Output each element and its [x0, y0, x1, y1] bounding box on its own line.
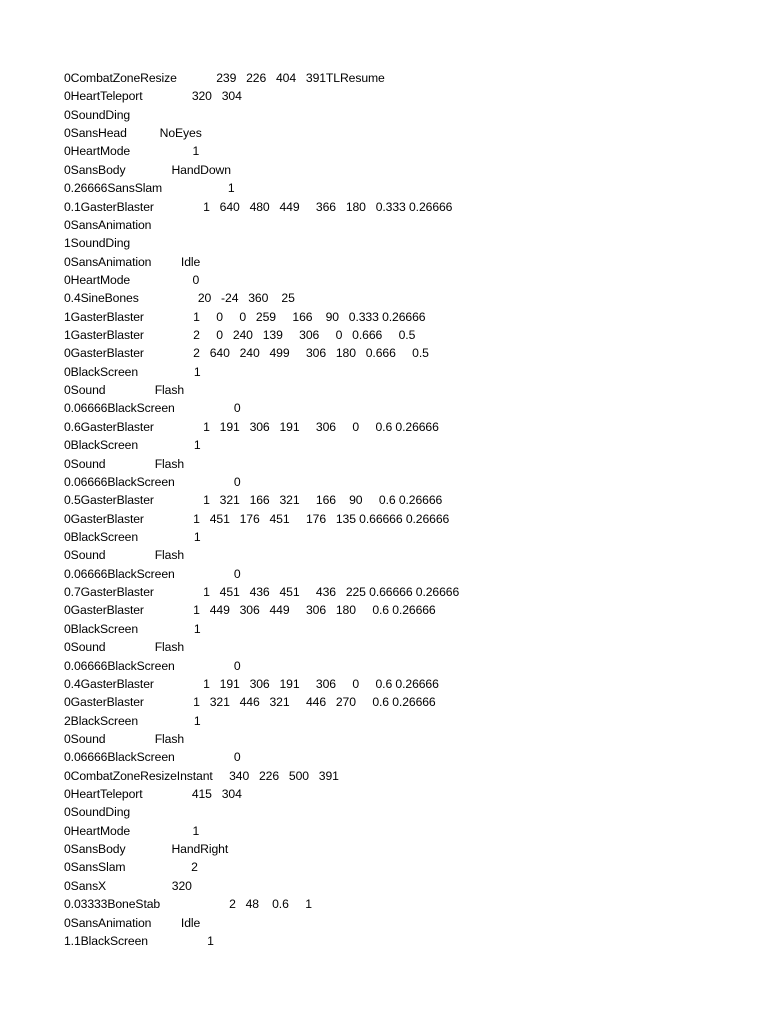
- text-line: 0SansBody HandDown: [64, 162, 231, 177]
- text-line: 1GasterBlaster 2 0 240 139 306 0 0.666 0.5: [64, 328, 416, 343]
- text-line: 0.03333BoneStab 2 48 0.6 1: [64, 897, 312, 912]
- text-line: 0SansBody HandRight: [64, 842, 229, 857]
- text-line: 2BlackScreen 1: [64, 713, 201, 728]
- text-line: 0GasterBlaster 2 640 240 499 306 180 0.666 0.5: [64, 346, 429, 361]
- text-line: 0SansAnimation: [64, 217, 152, 232]
- text-line: 0.26666SansSlam 1: [64, 181, 235, 196]
- text-line: 0.7GasterBlaster 1 451 436 451 436 225 0.66666 0.26666: [64, 585, 460, 600]
- text-line: 0SansHead NoEyes: [64, 126, 202, 141]
- text-line: 0CombatZoneResizeInstant 340 226 500 391: [64, 768, 339, 783]
- text-line: 0.6GasterBlaster 1 191 306 191 306 0 0.6 0.26666: [64, 419, 439, 434]
- text-line: 0.5GasterBlaster 1 321 166 321 166 90 0.6 0.26666: [64, 493, 443, 508]
- text-line: 0CombatZoneResize 239 226 404 391TLResume: [64, 71, 385, 85]
- text-line: 0GasterBlaster 1 449 306 449 306 180 0.6 0.26666: [64, 603, 436, 618]
- text-line: 0.4GasterBlaster 1 191 306 191 306 0 0.6 0.26666: [64, 676, 439, 691]
- text-line: 0HeartMode 0: [64, 272, 200, 287]
- text-line: 0Sound Flash: [64, 640, 185, 655]
- text-line: 0SoundDing: [64, 805, 131, 820]
- text-line: 0.06666BlackScreen 0: [64, 658, 241, 673]
- text-line: 1GasterBlaster 1 0 0 259 166 90 0.333 0.26666: [64, 309, 426, 324]
- text-line: 1.1BlackScreen 1: [64, 933, 214, 948]
- text-line: 0.1GasterBlaster 1 640 480 449 366 180 0.333 0.26666: [64, 199, 453, 214]
- text-line: 0GasterBlaster 1 451 176 451 176 135 0.66666 0.26666: [64, 511, 450, 526]
- text-line: 0.06666BlackScreen 0: [64, 750, 241, 765]
- text-line: 0BlackScreen 1: [64, 529, 201, 544]
- text-line: 0BlackScreen 1: [64, 364, 201, 379]
- text-line: 0HeartMode 1: [64, 823, 200, 838]
- text-line: 0SansSlam 2: [64, 860, 198, 875]
- document-body: [64, 69, 459, 950]
- text-line: 0Sound Flash: [64, 383, 185, 398]
- text-line: 0Sound Flash: [64, 731, 185, 746]
- text-line: 0SoundDing: [64, 107, 131, 122]
- text-line: 0SansAnimation Idle: [64, 254, 201, 269]
- text-line: 0.06666BlackScreen 0: [64, 401, 241, 416]
- text-line: 0GasterBlaster 1 321 446 321 446 270 0.6 0.26666: [64, 695, 436, 710]
- text-line: 0Sound Flash: [64, 456, 185, 471]
- text-line: 0.06666BlackScreen 0: [64, 566, 241, 581]
- text-line: 0Sound Flash: [64, 548, 185, 563]
- text-line: 0HeartTeleport 415 304: [64, 787, 242, 802]
- text-line: 0BlackScreen 1: [64, 621, 201, 636]
- text-line: 0.4SineBones 20 -24 360 25: [64, 291, 295, 306]
- text-line: 0SansAnimation Idle: [64, 915, 201, 930]
- text-line: 0SansX 320: [64, 878, 192, 893]
- text-line: 0.06666BlackScreen 0: [64, 474, 241, 489]
- text-line: 0HeartMode 1: [64, 144, 200, 159]
- text-line: 0BlackScreen 1: [64, 438, 201, 453]
- text-line: 0HeartTeleport 320 304: [64, 89, 242, 104]
- text-line: 1SoundDing: [64, 236, 131, 251]
